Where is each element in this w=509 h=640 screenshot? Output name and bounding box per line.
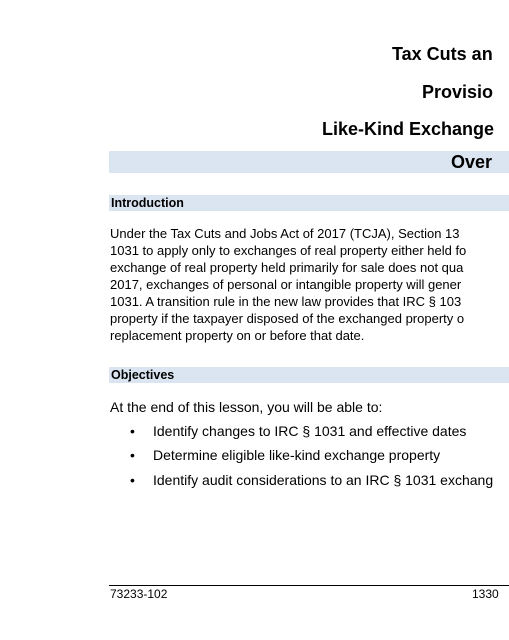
objectives-lead: At the end of this lesson, you will be able to: — [110, 399, 383, 415]
title-line-2: Provisio — [422, 82, 494, 102]
bullet-icon: • — [130, 423, 135, 439]
intro-line-4: 2017, exchanges of personal or intangible property will gener — [110, 277, 462, 292]
footer-course-number: 73233-102 — [110, 587, 168, 601]
intro-line-2: 1031 to apply only to exchanges of real property either held fo — [110, 243, 467, 258]
objective-item-1: Identify changes to IRC § 1031 and effective dates — [153, 423, 467, 439]
title-line-3: Like-Kind Exchange — [322, 119, 495, 139]
introduction-header: Introduction — [111, 196, 184, 210]
objective-item-3: Identify audit considerations to an IRC § 1031 exchang — [153, 472, 494, 488]
bullet-icon: • — [130, 472, 135, 488]
title-banner-text: Over — [451, 152, 493, 172]
intro-line-3: exchange of real property held primarily for sale does not qua — [110, 260, 464, 275]
footer-page-number: 1330 — [472, 587, 499, 601]
title-line-1: Tax Cuts an — [392, 44, 493, 64]
footer-divider — [109, 585, 509, 586]
intro-line-7: replacement property on or before that date. — [110, 328, 365, 343]
bullet-icon: • — [130, 447, 135, 463]
title-banner — [109, 151, 509, 173]
intro-line-5: 1031. A transition rule in the new law provides that IRC § 103 — [110, 294, 462, 309]
intro-line-6: property if the taxpayer disposed of the exchanged property o — [110, 311, 465, 326]
intro-line-1: Under the Tax Cuts and Jobs Act of 2017 (TCJA), Section 13 — [110, 226, 460, 241]
objective-item-2: Determine eligible like-kind exchange property — [153, 447, 441, 463]
objectives-header: Objectives — [111, 368, 175, 382]
